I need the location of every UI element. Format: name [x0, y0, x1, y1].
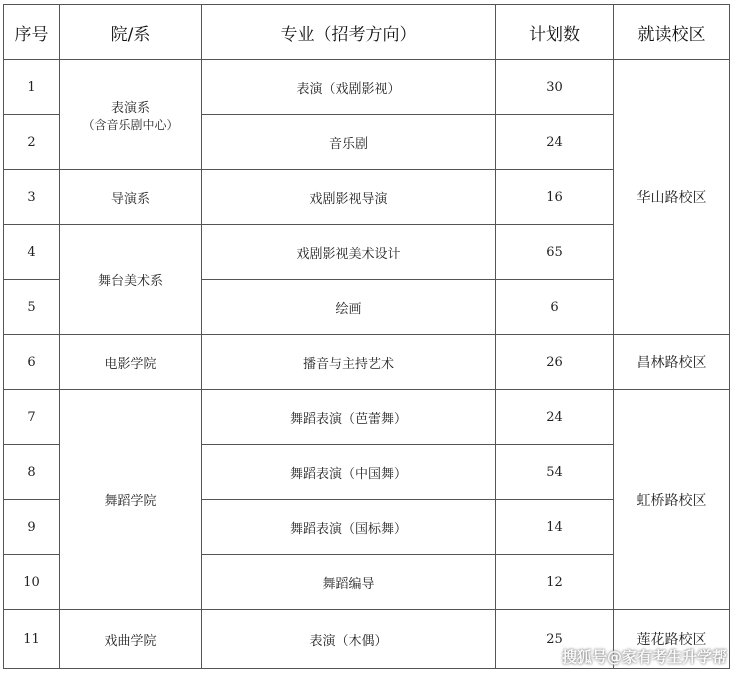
table-row [4, 335, 730, 390]
row-number: 6 [4, 335, 60, 390]
header-department: 院/系 [60, 5, 202, 60]
row-number: 3 [4, 170, 60, 225]
row-number: 5 [4, 280, 60, 335]
enrollment-plan-table [3, 4, 730, 669]
row-number: 1 [4, 60, 60, 115]
department-cell-dance: 舞蹈学院 [60, 390, 202, 610]
header-campus: 就读校区 [614, 5, 730, 60]
department-cell-film: 电影学院 [60, 335, 202, 390]
header-number: 序号 [4, 5, 60, 60]
plan-count-cell: 25 [496, 610, 614, 669]
plan-count-cell: 26 [496, 335, 614, 390]
row-number: 2 [4, 115, 60, 170]
major-cell: 戏剧影视美术设计 [202, 225, 496, 280]
plan-count-cell: 24 [496, 390, 614, 445]
major-cell: 舞蹈表演（国标舞） [202, 500, 496, 555]
row-number: 7 [4, 390, 60, 445]
department-cell-acting [60, 60, 202, 170]
plan-count-cell: 54 [496, 445, 614, 500]
table-row [4, 60, 730, 115]
plan-count-cell: 16 [496, 170, 614, 225]
major-cell: 表演（木偶） [202, 610, 496, 669]
department-cell-opera: 戏曲学院 [60, 610, 202, 669]
major-cell: 音乐剧 [202, 115, 496, 170]
major-cell: 舞蹈表演（芭蕾舞） [202, 390, 496, 445]
plan-count-cell: 24 [496, 115, 614, 170]
department-cell-directing: 导演系 [60, 170, 202, 225]
campus-cell-changlin: 昌林路校区 [614, 335, 730, 390]
major-cell: 表演（戏剧影视） [202, 60, 496, 115]
table-row [4, 390, 730, 445]
header-plan-count: 计划数 [496, 5, 614, 60]
row-number: 11 [4, 610, 60, 669]
plan-count-cell: 6 [496, 280, 614, 335]
row-number: 10 [4, 555, 60, 610]
plan-count-cell: 14 [496, 500, 614, 555]
watermark: 搜狐号@家有考生升学帮 [561, 648, 727, 666]
plan-count-cell: 30 [496, 60, 614, 115]
row-number: 9 [4, 500, 60, 555]
major-cell: 播音与主持艺术 [202, 335, 496, 390]
header-major: 专业（招考方向） [202, 5, 496, 60]
row-number: 8 [4, 445, 60, 500]
campus-cell-lianhua: 莲花路校区 [614, 610, 730, 669]
table-header-row [4, 5, 730, 60]
major-cell: 绘画 [202, 280, 496, 335]
row-number: 4 [4, 225, 60, 280]
campus-cell-hongqiao: 虹桥路校区 [614, 390, 730, 610]
department-note: （含音乐剧中心） [82, 117, 179, 132]
department-cell-stage-art: 舞台美术系 [60, 225, 202, 335]
major-cell: 戏剧影视导演 [202, 170, 496, 225]
plan-count-cell: 65 [496, 225, 614, 280]
major-cell: 舞蹈表演（中国舞） [202, 445, 496, 500]
plan-count-cell: 12 [496, 555, 614, 610]
department-name: 表演系 [110, 100, 150, 116]
campus-cell-huashan: 华山路校区 [614, 60, 730, 335]
major-cell: 舞蹈编导 [202, 555, 496, 610]
